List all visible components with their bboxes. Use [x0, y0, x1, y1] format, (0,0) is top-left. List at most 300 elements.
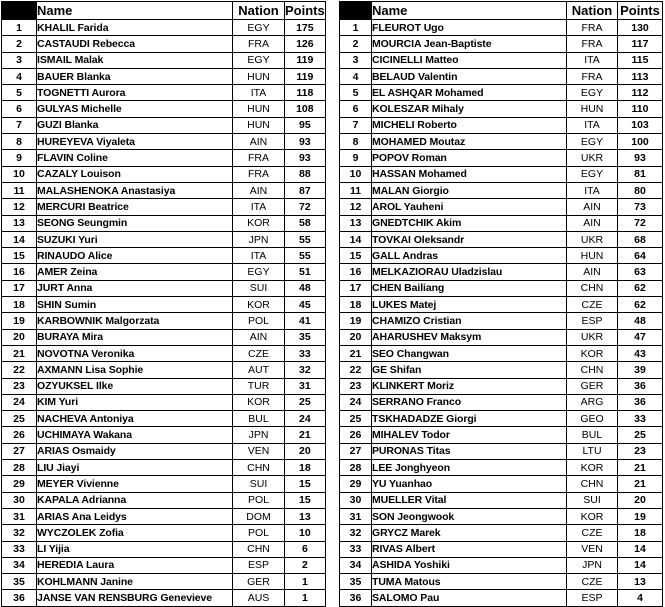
rank-cell: 23: [2, 378, 37, 394]
rank-cell: 1: [2, 20, 37, 36]
rank-cell: 34: [340, 557, 372, 573]
name-cell: SERRANO Franco: [372, 394, 567, 410]
nation-cell: AIN: [233, 182, 285, 198]
points-cell: 93: [285, 150, 326, 166]
name-cell: NOVOTNA Veronika: [37, 345, 233, 361]
table-row: [2, 264, 326, 280]
nation-cell: EGY: [567, 85, 618, 101]
nation-cell: FRA: [567, 68, 618, 84]
points-cell: 63: [618, 264, 663, 280]
table-row: [340, 525, 663, 541]
name-cell: AMER Zeina: [37, 264, 233, 280]
nation-cell: FRA: [233, 36, 285, 52]
rank-cell: 30: [2, 492, 37, 508]
table-row: [340, 199, 663, 215]
name-cell: SHIN Sumin: [37, 297, 233, 313]
rank-cell: 8: [340, 134, 372, 150]
table-row: [2, 557, 326, 573]
rank-cell: 25: [2, 411, 37, 427]
rank-cell: 10: [340, 166, 372, 182]
table-row: [340, 541, 663, 557]
right-ranking-table: [339, 1, 663, 607]
name-cell: ISMAIL Malak: [37, 52, 233, 68]
name-cell: GULYAS Michelle: [37, 101, 233, 117]
rank-cell: 12: [340, 199, 372, 215]
nation-cell: HUN: [233, 68, 285, 84]
name-header: Name: [37, 2, 233, 20]
name-cell: JANSE VAN RENSBURG Genevieve: [37, 590, 233, 606]
name-cell: UCHIMAYA Wakana: [37, 427, 233, 443]
rank-cell: 19: [340, 313, 372, 329]
rank-cell: 17: [2, 280, 37, 296]
name-cell: KIM Yuri: [37, 394, 233, 410]
points-cell: 115: [618, 52, 663, 68]
nation-cell: UKR: [567, 231, 618, 247]
nation-cell: BUL: [567, 427, 618, 443]
rank-cell: 29: [2, 476, 37, 492]
nation-cell: EGY: [233, 20, 285, 36]
points-cell: 62: [618, 297, 663, 313]
table-row: [340, 443, 663, 459]
rank-cell: 3: [2, 52, 37, 68]
nation-cell: ITA: [233, 85, 285, 101]
nation-cell: CHN: [567, 476, 618, 492]
nation-cell: HUN: [567, 248, 618, 264]
table-row: [340, 345, 663, 361]
points-cell: 88: [285, 166, 326, 182]
nation-cell: ITA: [567, 182, 618, 198]
table-row: [2, 345, 326, 361]
name-cell: SUZUKI Yuri: [37, 231, 233, 247]
points-cell: 119: [285, 52, 326, 68]
name-cell: TUMA Matous: [372, 574, 567, 590]
name-cell: MALAN Giorgio: [372, 182, 567, 198]
table-row: [2, 85, 326, 101]
name-cell: SON Jeongwook: [372, 508, 567, 524]
points-cell: 95: [285, 117, 326, 133]
nation-cell: FRA: [233, 166, 285, 182]
name-cell: CHAMIZO Cristian: [372, 313, 567, 329]
rank-cell: 19: [2, 313, 37, 329]
table-row: [2, 280, 326, 296]
table-row: [340, 264, 663, 280]
points-cell: 113: [618, 68, 663, 84]
points-cell: 119: [285, 68, 326, 84]
name-cell: HUREYEVA Viyaleta: [37, 134, 233, 150]
table-row: [340, 134, 663, 150]
name-cell: MUELLER Vital: [372, 492, 567, 508]
points-cell: 32: [285, 362, 326, 378]
name-cell: CHEN Bailiang: [372, 280, 567, 296]
rank-cell: 4: [340, 68, 372, 84]
name-cell: KARBOWNIK Malgorzata: [37, 313, 233, 329]
name-cell: KOHLMANN Janine: [37, 574, 233, 590]
points-header: Points: [285, 2, 325, 18]
rank-cell: 11: [2, 182, 37, 198]
points-cell: 55: [285, 231, 326, 247]
name-cell: KLINKERT Moriz: [372, 378, 567, 394]
table-row: [2, 394, 326, 410]
points-cell: 118: [285, 85, 326, 101]
rank-cell: 26: [2, 427, 37, 443]
table-row: [340, 280, 663, 296]
rank-cell: 9: [2, 150, 37, 166]
name-cell: JURT Anna: [37, 280, 233, 296]
points-cell: 18: [618, 525, 663, 541]
rank-cell: 8: [2, 134, 37, 150]
points-cell: 175: [285, 20, 326, 36]
points-cell: 112: [618, 85, 663, 101]
rank-cell: 28: [340, 460, 372, 476]
name-cell: LI Yijia: [37, 541, 233, 557]
name-cell: GRYCZ Marek: [372, 525, 567, 541]
rank-cell: 14: [340, 231, 372, 247]
nation-cell: HUN: [233, 101, 285, 117]
nation-cell: EGY: [233, 264, 285, 280]
rank-cell: 21: [340, 345, 372, 361]
rank-header: [340, 2, 372, 20]
nation-cell: KOR: [233, 297, 285, 313]
nation-cell: KOR: [567, 508, 618, 524]
table-row: [2, 476, 326, 492]
nation-cell: UKR: [567, 150, 618, 166]
rank-cell: 15: [340, 248, 372, 264]
points-cell: 62: [618, 280, 663, 296]
nation-cell: ESP: [567, 313, 618, 329]
nation-cell: JPN: [233, 427, 285, 443]
rank-cell: 16: [340, 264, 372, 280]
rank-cell: 27: [340, 443, 372, 459]
name-cell: LIU Jiayi: [37, 460, 233, 476]
rank-cell: 13: [340, 215, 372, 231]
points-cell: 1: [285, 574, 326, 590]
points-cell: 25: [285, 394, 326, 410]
table-row: [340, 150, 663, 166]
name-cell: BELAUD Valentin: [372, 68, 567, 84]
table-row: [2, 378, 326, 394]
name-cell: KHALIL Farida: [37, 20, 233, 36]
name-cell: FLAVIN Coline: [37, 150, 233, 166]
table-row: [340, 182, 663, 198]
rank-cell: 3: [340, 52, 372, 68]
name-header: Name: [372, 2, 567, 20]
rank-cell: 35: [340, 574, 372, 590]
name-cell: SEO Changwan: [372, 345, 567, 361]
rank-cell: 13: [2, 215, 37, 231]
nation-cell: CZE: [567, 574, 618, 590]
nation-cell: KOR: [233, 215, 285, 231]
points-cell: 19: [618, 508, 663, 524]
points-cell: 21: [618, 460, 663, 476]
rank-cell: 9: [340, 150, 372, 166]
table-row: [340, 427, 663, 443]
nation-cell: KOR: [233, 394, 285, 410]
points-cell: 93: [618, 150, 663, 166]
nation-cell: AIN: [567, 264, 618, 280]
nation-cell: ITA: [233, 199, 285, 215]
table-row: [340, 85, 663, 101]
rank-header: [2, 2, 37, 20]
nation-cell: VEN: [567, 541, 618, 557]
table-row: [2, 150, 326, 166]
table-row: [340, 101, 663, 117]
table-row: [2, 248, 326, 264]
points-cell: 126: [285, 36, 326, 52]
nation-cell: KOR: [567, 460, 618, 476]
nation-cell: TUR: [233, 378, 285, 394]
rank-cell: 18: [340, 297, 372, 313]
nation-cell: JPN: [567, 557, 618, 573]
table-row: [340, 248, 663, 264]
table-row: [340, 313, 663, 329]
rank-cell: 33: [2, 541, 37, 557]
nation-cell: GEO: [567, 411, 618, 427]
points-cell: 58: [285, 215, 326, 231]
points-cell: 25: [618, 427, 663, 443]
table-header-row: [340, 2, 663, 20]
name-cell: MERCURI Beatrice: [37, 199, 233, 215]
name-cell: CAZALY Louison: [37, 166, 233, 182]
nation-cell: GER: [233, 574, 285, 590]
points-cell: 15: [285, 492, 326, 508]
rank-cell: 12: [2, 199, 37, 215]
table-row: [2, 313, 326, 329]
rank-cell: 7: [2, 117, 37, 133]
rank-cell: 18: [2, 297, 37, 313]
name-cell: ARIAS Ana Leidys: [37, 508, 233, 524]
table-row: [2, 52, 326, 68]
table-row: [2, 541, 326, 557]
points-cell: 117: [618, 36, 663, 52]
rank-cell: 1: [340, 20, 372, 36]
rank-cell: 36: [2, 590, 37, 606]
name-cell: HASSAN Mohamed: [372, 166, 567, 182]
nation-cell: SUI: [233, 476, 285, 492]
name-cell: AROL Yauheni: [372, 199, 567, 215]
table-row: [340, 362, 663, 378]
nation-cell: FRA: [567, 36, 618, 52]
table-row: [2, 101, 326, 117]
rank-cell: 29: [340, 476, 372, 492]
points-cell: 68: [618, 231, 663, 247]
rank-cell: 22: [2, 362, 37, 378]
name-cell: SALOMO Pau: [372, 590, 567, 606]
nation-cell: BUL: [233, 411, 285, 427]
nation-cell: CHN: [567, 362, 618, 378]
nation-cell: HUN: [233, 117, 285, 133]
rank-cell: 36: [340, 590, 372, 606]
name-cell: MOURCIA Jean-Baptiste: [372, 36, 567, 52]
rank-cell: 5: [340, 85, 372, 101]
left-table-body: [2, 20, 326, 607]
nation-cell: CHN: [233, 541, 285, 557]
name-cell: RINAUDO Alice: [37, 248, 233, 264]
table-row: [2, 362, 326, 378]
table-row: [2, 182, 326, 198]
table-row: [340, 68, 663, 84]
rank-cell: 5: [2, 85, 37, 101]
table-row: [340, 231, 663, 247]
table-row: [2, 134, 326, 150]
nation-cell: SUI: [567, 492, 618, 508]
rank-cell: 20: [340, 329, 372, 345]
points-cell: 80: [618, 182, 663, 198]
name-cell: ARIAS Osmaidy: [37, 443, 233, 459]
points-cell: 21: [285, 427, 326, 443]
table-row: [340, 52, 663, 68]
rank-cell: 31: [340, 508, 372, 524]
name-cell: HEREDIA Laura: [37, 557, 233, 573]
nation-header: Nation: [233, 2, 285, 20]
name-cell: TOVKAI Oleksandr: [372, 231, 567, 247]
rank-cell: 28: [2, 460, 37, 476]
name-cell: MOHAMED Moutaz: [372, 134, 567, 150]
points-cell: 73: [618, 199, 663, 215]
table-row: [340, 166, 663, 182]
table-row: [2, 36, 326, 52]
name-cell: LEE Jonghyeon: [372, 460, 567, 476]
table-row: [2, 574, 326, 590]
nation-cell: EGY: [567, 166, 618, 182]
name-cell: LUKES Matej: [372, 297, 567, 313]
points-cell: 18: [285, 460, 326, 476]
points-cell: 36: [618, 394, 663, 410]
points-cell: 14: [618, 541, 663, 557]
table-row: [340, 20, 663, 36]
table-row: [2, 525, 326, 541]
nation-cell: CZE: [567, 525, 618, 541]
points-cell: 48: [618, 313, 663, 329]
name-cell: MICHELI Roberto: [372, 117, 567, 133]
nation-cell: CZE: [233, 345, 285, 361]
name-cell: MALASHENOKA Anastasiya: [37, 182, 233, 198]
nation-cell: EGY: [567, 134, 618, 150]
points-cell: 110: [618, 101, 663, 117]
name-cell: AXMANN Lisa Sophie: [37, 362, 233, 378]
points-cell: 36: [618, 378, 663, 394]
points-cell: 4: [618, 590, 663, 606]
points-cell: 103: [618, 117, 663, 133]
name-cell: ASHIDA Yoshiki: [372, 557, 567, 573]
rank-cell: 7: [340, 117, 372, 133]
name-cell: GUZI Blanka: [37, 117, 233, 133]
rank-cell: 25: [340, 411, 372, 427]
nation-cell: VEN: [233, 443, 285, 459]
table-row: [340, 329, 663, 345]
right-table-body: [340, 20, 663, 607]
nation-cell: AIN: [567, 199, 618, 215]
points-cell: 33: [285, 345, 326, 361]
name-cell: TSKHADADZE Giorgi: [372, 411, 567, 427]
points-cell: 47: [618, 329, 663, 345]
nation-cell: ESP: [233, 557, 285, 573]
points-cell: 14: [618, 557, 663, 573]
table-row: [340, 215, 663, 231]
points-cell: 10: [285, 525, 326, 541]
table-row: [2, 215, 326, 231]
points-cell: 20: [285, 443, 326, 459]
points-cell: 64: [618, 248, 663, 264]
name-cell: KAPALA Adrianna: [37, 492, 233, 508]
table-row: [340, 460, 663, 476]
nation-cell: FRA: [233, 150, 285, 166]
points-cell: 13: [618, 574, 663, 590]
rank-cell: 32: [340, 525, 372, 541]
table-row: [2, 297, 326, 313]
table-row: [2, 411, 326, 427]
nation-cell: EGY: [233, 52, 285, 68]
points-cell: 20: [618, 492, 663, 508]
rank-cell: 6: [340, 101, 372, 117]
nation-cell: GER: [567, 378, 618, 394]
rank-cell: 21: [2, 345, 37, 361]
nation-cell: SUI: [233, 280, 285, 296]
name-cell: OZYUKSEL Ilke: [37, 378, 233, 394]
rank-cell: 35: [2, 574, 37, 590]
nation-cell: ARG: [567, 394, 618, 410]
points-cell: 6: [285, 541, 326, 557]
name-cell: BAUER Blanka: [37, 68, 233, 84]
points-cell: 21: [618, 476, 663, 492]
table-row: [2, 231, 326, 247]
nation-cell: LTU: [567, 443, 618, 459]
points-cell: 2: [285, 557, 326, 573]
table-row: [340, 508, 663, 524]
nation-header: Nation: [567, 2, 618, 20]
points-cell: 41: [285, 313, 326, 329]
nation-cell: POL: [233, 313, 285, 329]
name-cell: RIVAS Albert: [372, 541, 567, 557]
points-cell: 43: [618, 345, 663, 361]
nation-cell: CHN: [233, 460, 285, 476]
points-cell: 51: [285, 264, 326, 280]
points-cell: 108: [285, 101, 326, 117]
name-cell: CASTAUDI Rebecca: [37, 36, 233, 52]
table-row: [2, 443, 326, 459]
nation-cell: POL: [233, 525, 285, 541]
rank-cell: 6: [2, 101, 37, 117]
name-cell: MIHALEV Todor: [372, 427, 567, 443]
nation-cell: JPN: [233, 231, 285, 247]
nation-cell: ESP: [567, 590, 618, 606]
nation-cell: FRA: [567, 20, 618, 36]
points-cell: 48: [285, 280, 326, 296]
rank-cell: 11: [340, 182, 372, 198]
nation-cell: CZE: [567, 297, 618, 313]
nation-cell: AUS: [233, 590, 285, 606]
points-cell: 23: [618, 443, 663, 459]
table-row: [2, 590, 326, 606]
table-row: [2, 427, 326, 443]
points-cell: 1: [285, 590, 326, 606]
points-cell: 39: [618, 362, 663, 378]
table-row: [2, 68, 326, 84]
points-cell: 13: [285, 508, 326, 524]
points-cell: 33: [618, 411, 663, 427]
table-row: [340, 557, 663, 573]
table-row: [340, 590, 663, 606]
table-row: [2, 199, 326, 215]
rank-cell: 24: [2, 394, 37, 410]
table-row: [340, 297, 663, 313]
points-cell: 87: [285, 182, 326, 198]
table-row: [2, 329, 326, 345]
rank-cell: 27: [2, 443, 37, 459]
rank-cell: 32: [2, 525, 37, 541]
nation-cell: ITA: [567, 52, 618, 68]
table-row: [340, 476, 663, 492]
nation-cell: AIN: [567, 215, 618, 231]
